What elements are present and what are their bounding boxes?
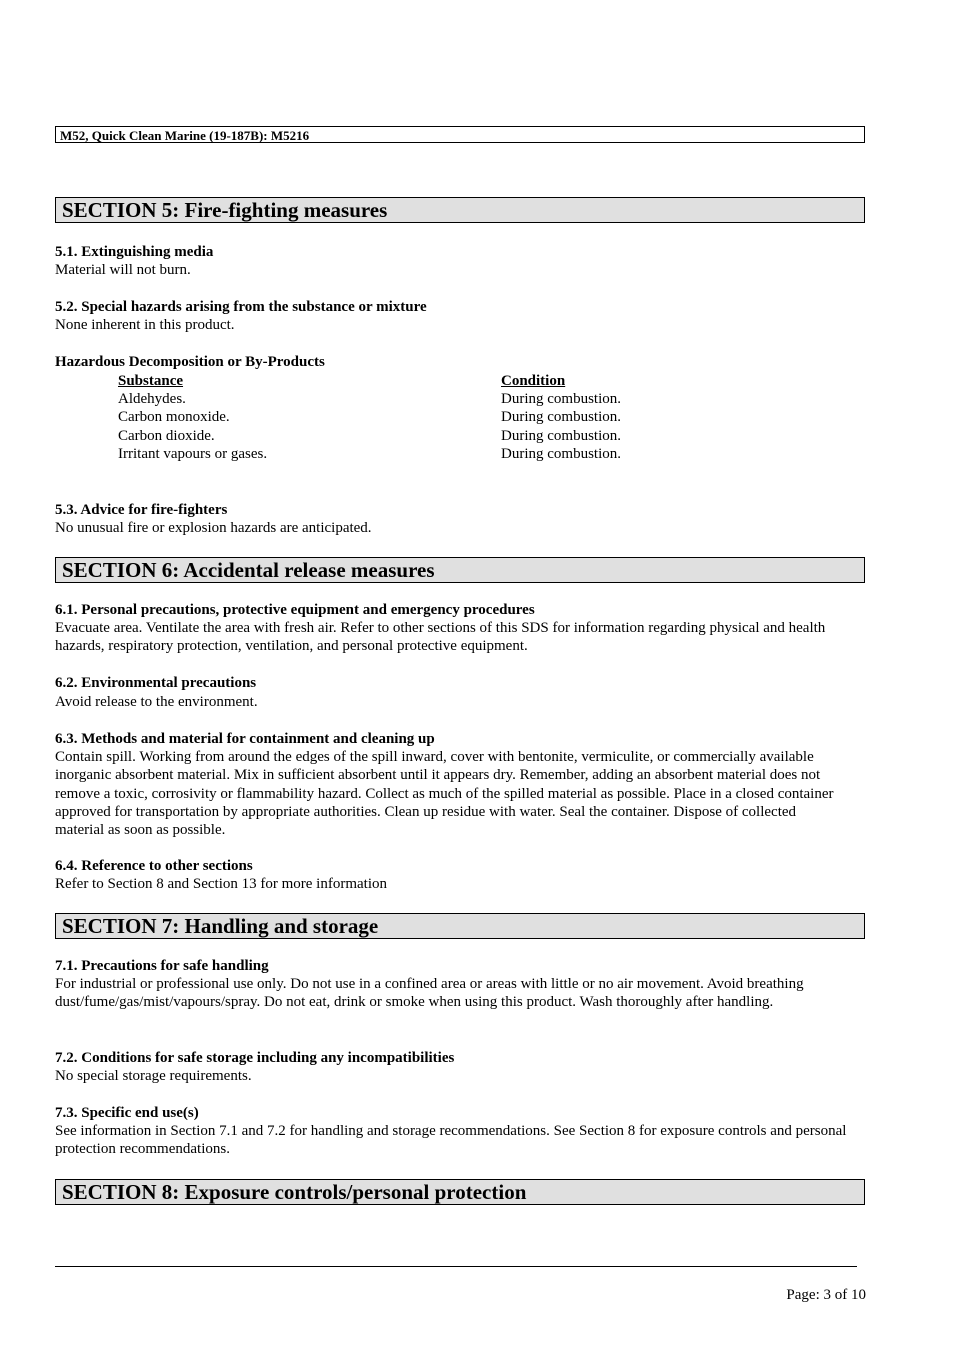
- subsection-7-1-heading: 7.1. Precautions for safe handling: [55, 958, 269, 974]
- subsection-6-1-heading: 6.1. Personal precautions, protective equipment and emergency procedures: [55, 602, 535, 618]
- condition-cell: During combustion.: [501, 391, 621, 407]
- section-8-heading: SECTION 8: Exposure controls/personal protection: [55, 1179, 865, 1205]
- condition-column-header: Condition: [501, 373, 566, 389]
- subsection-7-2-heading: 7.2. Conditions for safe storage including any incompatibilities: [55, 1050, 455, 1066]
- condition-cell: During combustion.: [501, 409, 621, 425]
- subsection-5-1-text: Material will not burn.: [55, 262, 191, 278]
- subsection-6-2-heading: 6.2. Environmental precautions: [55, 675, 257, 691]
- subsection-5-3-text: No unusual fire or explosion hazards are anticipated.: [55, 520, 372, 536]
- subsection-5-2-text: None inherent in this product.: [55, 317, 235, 333]
- footer-divider: [55, 1266, 857, 1267]
- subsection-6-4-text: Refer to Section 8 and Section 13 for more information: [55, 876, 387, 892]
- subsection-5-1-heading: 5.1. Extinguishing media: [55, 244, 214, 260]
- section-6-heading: SECTION 6: Accidental release measures: [55, 557, 865, 583]
- section-5-heading: SECTION 5: Fire-fighting measures: [55, 197, 865, 223]
- subsection-7-3-text: See information in Section 7.1 and 7.2 for handling and storage recommendations. See Section 8 for exposure controls and personal protection recommendations.: [55, 1123, 847, 1158]
- substance-cell: Aldehydes.: [118, 391, 186, 407]
- subsection-6-3-text: Contain spill. Working from around the edges of the spill inward, cover with bentonite, vermiculite, or commercially available inorganic absorbent material. Mix in sufficient absorbent until it appears dry. Remember, adding an absorbent material does not remove a toxic, corrosivity or flammability hazard. Collect as much of the spilled material as possible. Place in a closed container approved for transportation by appropriate authorities. Clean up residue with water. Seal the container. Dispose of collected material as soon as possible.: [55, 749, 834, 839]
- subsection-6-2-text: Avoid release to the environment.: [55, 694, 258, 710]
- document-header: M52, Quick Clean Marine (19-187B): M5216: [55, 126, 865, 143]
- subsection-6-1-text: Evacuate area. Ventilate the area with fresh air. Refer to other sections of this SDS for information regarding physical and health hazards, respiratory protection, ventilation, and personal protective equipment.: [55, 620, 826, 655]
- subsection-6-4-heading: 6.4. Reference to other sections: [55, 858, 253, 874]
- substance-column-header: Substance: [118, 373, 184, 389]
- substance-cell: Irritant vapours or gases.: [118, 446, 268, 462]
- subsection-7-1-text: For industrial or professional use only. Do not use in a confined area or areas with little or no air movement. Avoid breathing dust/fume/gas/mist/vapours/spray. Do not eat, drink or smoke when using this product. Wash thoroughly after handling.: [55, 976, 804, 1011]
- page-number: Page: 3 of 10: [786, 1287, 866, 1303]
- subsection-7-2-text: No special storage requirements.: [55, 1068, 252, 1084]
- substance-cell: Carbon dioxide.: [118, 428, 215, 444]
- section-7-heading: SECTION 7: Handling and storage: [55, 913, 865, 939]
- condition-cell: During combustion.: [501, 446, 621, 462]
- condition-cell: During combustion.: [501, 428, 621, 444]
- subsection-5-2-heading: 5.2. Special hazards arising from the substance or mixture: [55, 299, 427, 315]
- subsection-5-3-heading: 5.3. Advice for fire-fighters: [55, 502, 228, 518]
- subsection-7-3-heading: 7.3. Specific end use(s): [55, 1105, 199, 1121]
- substance-cell: Carbon monoxide.: [118, 409, 230, 425]
- hazardous-decomposition-heading: Hazardous Decomposition or By-Products: [55, 354, 325, 370]
- subsection-6-3-heading: 6.3. Methods and material for containment and cleaning up: [55, 731, 435, 747]
